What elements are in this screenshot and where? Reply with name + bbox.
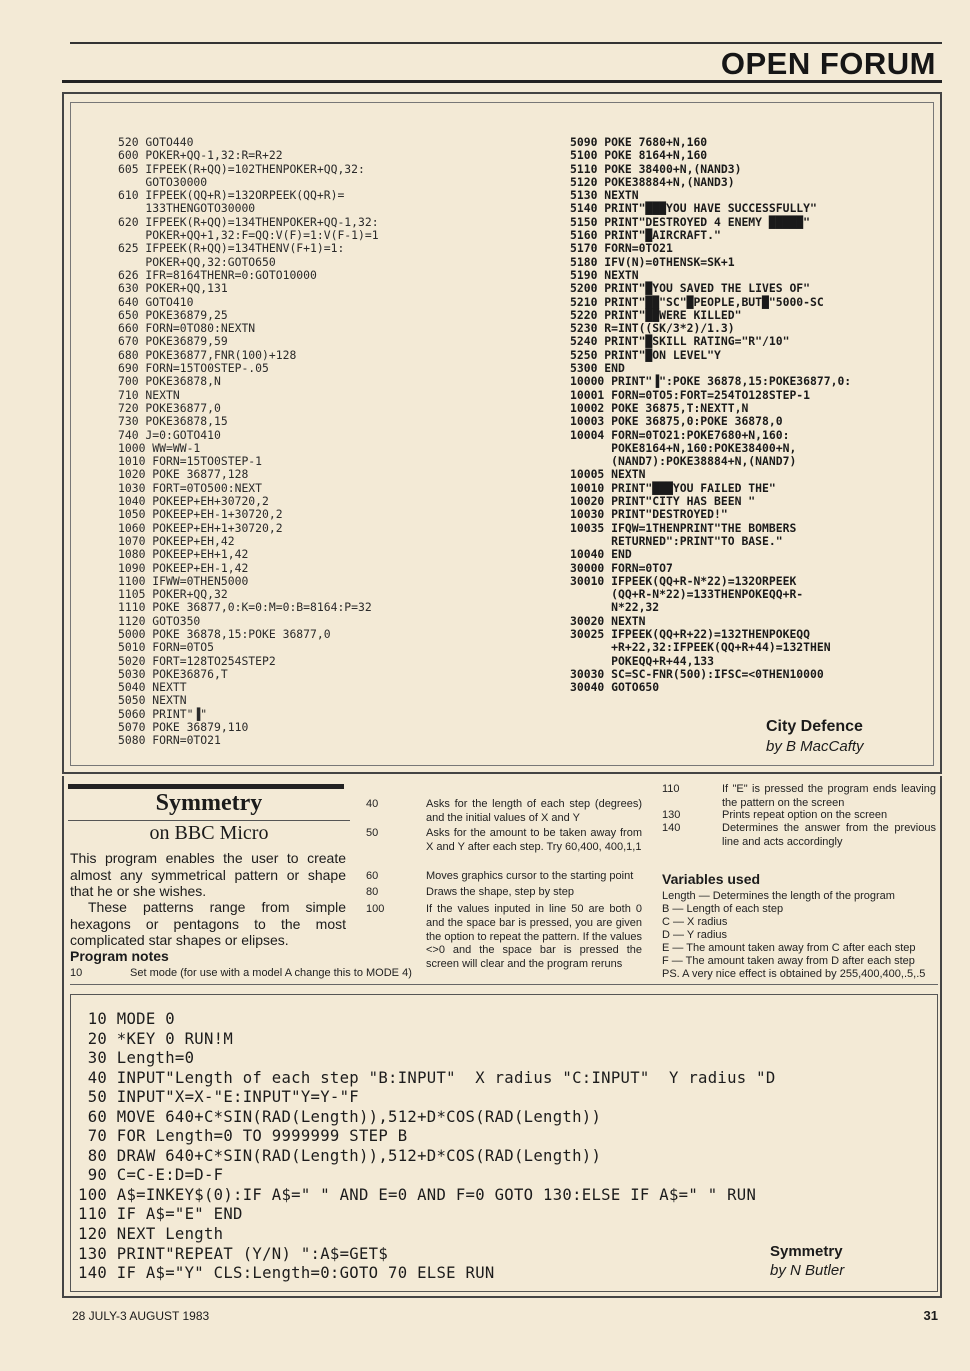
code-line: 630 POKER+QQ,131	[118, 281, 228, 296]
code-line: 720 POKE36877,0	[118, 400, 221, 415]
note-number: 10	[70, 967, 83, 979]
code-line: 5230 R=INT((SK/3*2)/1.3)	[570, 321, 735, 336]
code-line: 605 IFPEEK(R+QQ)=102THENPOKER+QQ,32:	[118, 161, 365, 176]
page-number: 31	[923, 1308, 938, 1323]
note-text: Draws the shape, step by step	[426, 886, 574, 898]
code-line: +R+22,32:IFPEEK(QQ+R+44)=132THEN	[570, 640, 831, 655]
code-line: 10003 POKE 36875,0:POKE 36878,0	[570, 414, 783, 429]
code-line: 5000 POKE 36878,15:POKE 36877,0	[118, 626, 331, 641]
code-line: 10002 POKE 36875,T:NEXTT,N	[570, 400, 749, 415]
code-line: 640 GOTO410	[118, 294, 194, 309]
code-line: 10010 PRINT"███YOU FAILED THE"	[570, 480, 776, 495]
code-line: 10030 PRINT"DESTROYED!"	[570, 507, 728, 522]
note-number: 110	[662, 783, 680, 795]
code-line: 625 IFPEEK(R+QQ)=134THENV(F+1)=1:	[118, 241, 345, 256]
code-line: 30030 SC=SC-FNR(500):IFSC=<0THEN10000	[570, 666, 824, 681]
code-line: 5170 FORN=0TO21	[570, 241, 673, 256]
code-line: 5210 PRINT"██"SC"█PEOPLE,BUT█"5000-SC	[570, 294, 824, 309]
code-line: 60 MOVE 640+C*SIN(RAD(Length)),512+D*COS(RAD(Length))	[78, 1107, 602, 1126]
note-number: 130	[662, 809, 681, 821]
note-number: 80	[366, 886, 379, 898]
code-line: 1105 POKER+QQ,32	[118, 587, 228, 602]
code-line: 600 POKER+QQ-1,32:R=R+22	[118, 148, 283, 163]
code-line: 80 DRAW 640+C*SIN(RAD(Length)),512+D*COS(RAD(Length))	[78, 1146, 602, 1165]
variable-entry: B — Length of each step	[662, 903, 784, 915]
code-line: 620 IFPEEK(R+QQ)=134THENPOKER+QQ-1,32:	[118, 214, 379, 229]
code-line: 10000 PRINT"▐":POKE 36878,15:POKE36877,0:	[570, 374, 852, 389]
code-line: 5250 PRINT"█ON LEVEL"Y	[570, 347, 721, 362]
city-defence-title: City Defence	[766, 718, 863, 735]
symmetry-credit	[770, 1243, 844, 1279]
note-number: 40	[366, 798, 379, 810]
code-line: 610 IFPEEK(QQ+R)=132ORPEEK(QQ+R)=	[118, 188, 345, 203]
city-defence-credit	[766, 718, 864, 755]
city-defence-code-right	[570, 136, 851, 694]
code-line: 90 C=C-E:D=D-F	[78, 1166, 224, 1185]
code-line: 670 POKE36879,59	[118, 334, 228, 349]
code-line: RETURNED":PRINT"TO BASE."	[570, 533, 783, 548]
code-line: 5240 PRINT"█SKILL RATING="R"/10"	[570, 334, 790, 349]
code-line: 740 J=0:GOTO410	[118, 427, 221, 442]
code-line: 5110 POKE 38400+N,(NAND3)	[570, 161, 742, 176]
variable-entry: PS. A very nice effect is obtained by 255,400,400,.5,.5	[662, 968, 926, 980]
symmetry-credit-author: by N Butler	[770, 1262, 845, 1279]
program-notes-heading: Program notes	[70, 948, 169, 964]
code-line: 680 POKE36877,FNR(100)+128	[118, 347, 297, 362]
code-line: 30040 GOTO650	[570, 680, 660, 695]
code-line: 10005 NEXTN	[570, 467, 646, 482]
code-line: N*22,32	[570, 600, 660, 615]
symmetry-title: Symmetry	[155, 790, 263, 816]
variable-entry: F — The amount taken away from D after each step	[662, 955, 915, 967]
code-line: 1060 POKEEP+EH+1+30720,2	[118, 520, 283, 535]
title-rule	[62, 80, 942, 83]
code-line: 110 IF A$="E" END	[78, 1205, 243, 1224]
note-text: Asks for the length of each step (degrees) and the initial values of X and Y	[426, 798, 642, 824]
note-text: If the values inputed in line 50 are both 0 and the space bar is pressed, you are given the option to repeat the pattern. If the values <>0 and the space bar is pressed the screen will clear and the program reruns	[426, 903, 642, 971]
top-rule	[70, 42, 942, 44]
code-line: 5020 FORT=128TO254STEP2	[118, 653, 276, 668]
code-line: POKEQQ+R+44,133	[570, 653, 715, 668]
code-line: 5050 NEXTN	[118, 693, 187, 708]
code-line: (NAND7):POKE38884+N,(NAND7)	[570, 454, 797, 469]
code-line: 1080 POKEEP+EH+1,42	[118, 547, 249, 562]
code-line: 1100 IFWW=0THEN5000	[118, 573, 249, 588]
symmetry-second-paragraph: These patterns range from simple hexagons or pentagons to the most complicated star shapes or elipses.	[70, 899, 346, 948]
code-line: (QQ+R-N*22)=133THENPOKEQQ+R-	[570, 587, 804, 602]
code-line: 5010 FORN=0TO5	[118, 640, 215, 655]
variable-entry: D — Y radius	[662, 929, 728, 941]
note-number: 100	[366, 903, 385, 915]
note-number: 60	[366, 870, 379, 882]
code-line: 520 GOTO440	[118, 135, 194, 149]
code-line: GOTO30000	[118, 174, 208, 189]
code-line: 1110 POKE 36877,0:K=0:M=0:B=8164:P=32	[118, 600, 372, 615]
code-line: 5190 NEXTN	[570, 267, 639, 282]
code-line: 30000 FORN=0TO7	[570, 560, 673, 575]
code-line: 1000 WW=WW-1	[118, 440, 201, 455]
code-line: 5180 IFV(N)=0THENSK=SK+1	[570, 254, 735, 269]
symmetry-code-rule	[70, 984, 938, 985]
note-number: 140	[662, 822, 681, 834]
code-line: POKE8164+N,160:POKE38400+N,	[570, 440, 797, 455]
section-title: OPEN FORUM	[720, 46, 936, 81]
code-line: 650 POKE36879,25	[118, 307, 228, 322]
note-text: Asks for the amount to be taken away from X and Y after each step. Try 60,400, 400,1,1	[426, 827, 642, 853]
code-line: 1020 POKE 36877,128	[118, 467, 249, 482]
code-line: 1050 POKEEP+EH-1+30720,2	[118, 507, 283, 522]
code-line: 1040 POKEEP+EH+30720,2	[118, 494, 269, 509]
code-line: 133THENGOTO30000	[118, 201, 256, 216]
code-line: 10020 PRINT"CITY HAS BEEN "	[570, 494, 756, 509]
code-line: 10035 IFQW=1THENPRINT"THE BOMBERS	[570, 520, 797, 535]
note-text: Set mode (for use with a model A change this to MODE 4)	[130, 967, 412, 979]
code-line: 730 POKE36878,15	[118, 414, 228, 429]
note-text: If "E" is pressed the program ends leaving the pattern on the screen	[722, 783, 936, 809]
code-line: 5150 PRINT"DESTROYED 4 ENEMY █████"	[570, 214, 811, 229]
city-defence-author: by B MacCafty	[766, 738, 864, 755]
variables-heading: Variables used	[662, 871, 761, 887]
code-line: POKER+QQ,32:GOTO650	[118, 254, 276, 269]
code-line: 10 MODE 0	[78, 1010, 175, 1028]
symmetry-intro-paragraph: This program enables the user to create almost any symmetrical pattern or shape that he or she wishes.	[70, 850, 346, 899]
code-line: 5080 FORN=0TO21	[118, 733, 221, 748]
code-line: 1120 GOTO350	[118, 613, 201, 628]
code-line: 5040 NEXTT	[118, 680, 187, 695]
issue-date: 28 JULY-3 AUGUST 1983	[72, 1309, 210, 1323]
code-line: 710 NEXTN	[118, 387, 180, 402]
code-line: 1010 FORN=15TO0STEP-1	[118, 454, 263, 469]
code-line: 5120 POKE38884+N,(NAND3)	[570, 174, 735, 189]
code-line: 5100 POKE 8164+N,160	[570, 148, 708, 163]
note-text: Moves graphics cursor to the starting point	[426, 870, 634, 882]
code-line: 30025 IFPEEK(QQ+R+22)=132THENPOKEQQ	[570, 626, 811, 641]
code-line: 5300 END	[570, 361, 625, 376]
code-line: 40 INPUT"Length of each step "B:INPUT" X radius "C:INPUT" Y radius "D	[78, 1068, 776, 1087]
variable-entry: E — The amount taken away from C after each step	[662, 942, 916, 954]
code-line: 30 Length=0	[78, 1049, 195, 1068]
note-text: Determines the answer from the previous line and acts accordingly	[722, 822, 936, 848]
code-line: 50 INPUT"X=X-"E:INPUT"Y=Y-"F	[78, 1088, 359, 1107]
note-text: Prints repeat option on the screen	[722, 809, 888, 821]
code-line: 140 IF A$="Y" CLS:Length=0:GOTO 70 ELSE RUN	[78, 1264, 495, 1283]
code-line: 1090 POKEEP+EH-1,42	[118, 560, 249, 575]
code-line: 700 POKE36878,N	[118, 374, 221, 389]
city-defence-code-left	[118, 136, 379, 748]
code-line: 30020 NEXTN	[570, 613, 646, 628]
code-line: 5130 NEXTN	[570, 188, 639, 203]
code-line: 20 *KEY 0 RUN!M	[78, 1029, 234, 1048]
symmetry-code-listing	[78, 1010, 776, 1284]
code-line: 1030 FORT=0TO500:NEXT	[118, 480, 263, 495]
code-line: 10004 FORN=0TO21:POKE7680+N,160:	[570, 427, 790, 442]
code-line: 5220 PRINT"██WERE KILLED"	[570, 307, 742, 322]
code-line: 5160 PRINT"█AIRCRAFT."	[570, 228, 721, 243]
code-line: 690 FORN=15TO0STEP-.05	[118, 361, 269, 376]
variable-entry: Length — Determines the length of the program	[662, 890, 895, 902]
code-line: 100 A$=INKEY$(0):IF A$=" " AND E=0 AND F=0 GOTO 130:ELSE IF A$=" " RUN	[78, 1185, 757, 1204]
code-line: 30010 IFPEEK(QQ+R-N*22)=132ORPEEK	[570, 573, 797, 588]
code-line: 5060 PRINT"▐"	[118, 706, 208, 721]
code-line: 70 FOR Length=0 TO 9999999 STEP B	[78, 1127, 408, 1146]
code-line: 10040 END	[570, 547, 632, 562]
variable-entry: C — X radius	[662, 916, 728, 928]
code-line: 5140 PRINT"███YOU HAVE SUCCESSFULLY"	[570, 201, 817, 216]
symmetry-subtitle: on BBC Micro	[149, 822, 269, 844]
code-line: 660 FORN=0TO80:NEXTN	[118, 321, 256, 336]
code-line: POKER+QQ+1,32:F=QQ:V(F)=1:V(F-1)=1	[118, 228, 379, 243]
code-line: 5090 POKE 7680+N,160	[570, 135, 708, 149]
note-number: 50	[366, 827, 379, 839]
code-line: 5070 POKE 36879,110	[118, 720, 249, 735]
code-line: 10001 FORN=0TO5:FORT=254TO128STEP-1	[570, 387, 811, 402]
code-line: 120 NEXT Length	[78, 1225, 224, 1244]
code-line: 5200 PRINT"█YOU SAVED THE LIVES OF"	[570, 281, 811, 296]
code-line: 1070 POKEEP+EH,42	[118, 533, 235, 548]
code-line: 626 IFR=8164THENR=0:GOTO10000	[118, 267, 317, 282]
symmetry-credit-title: Symmetry	[770, 1243, 843, 1260]
code-line: 5030 POKE36876,T	[118, 666, 228, 681]
code-line: 130 PRINT"REPEAT (Y/N) ":A$=GET$	[78, 1244, 389, 1263]
